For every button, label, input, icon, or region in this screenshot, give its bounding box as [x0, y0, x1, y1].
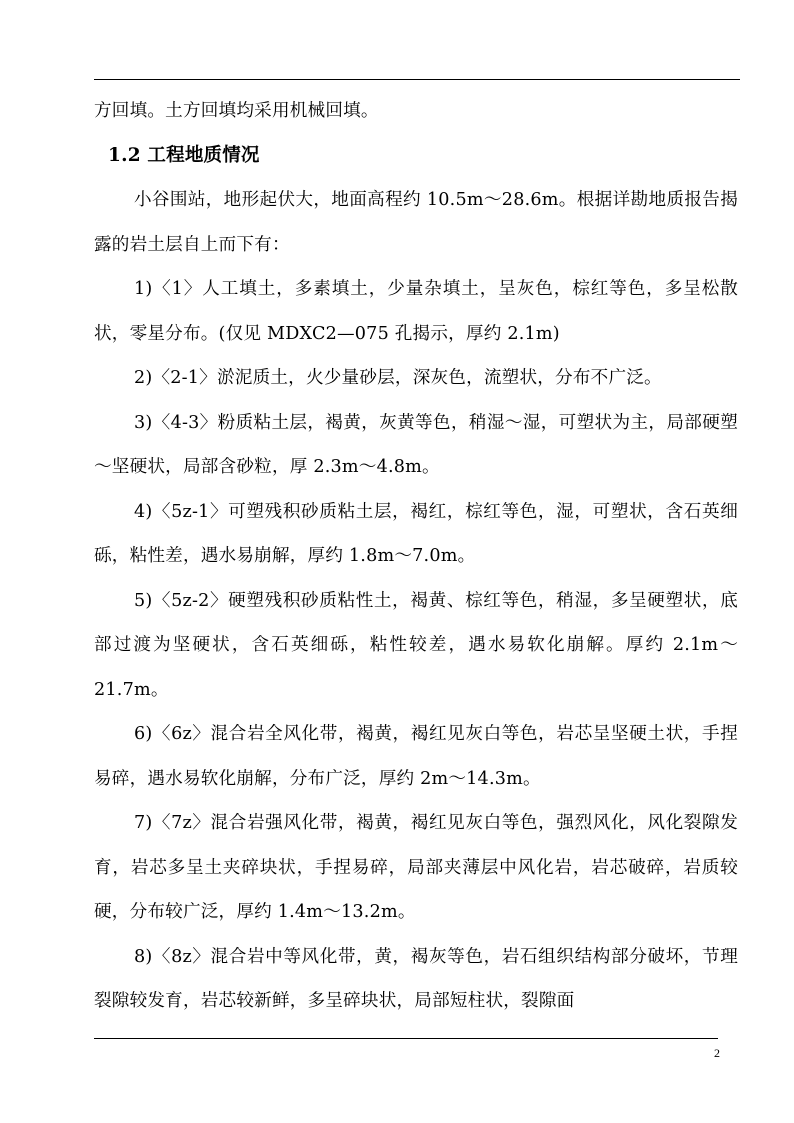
paragraph-layer-4: 4)〈5z-1〉可塑残积砂质粘土层，褐红，棕红等色，湿，可塑状，含石英细砾，粘性差，遇水易崩解，厚约 1.8m～7.0m。	[94, 501, 738, 566]
paragraph-layer-7: 7)〈7z〉混合岩强风化带，褐黄，褐红见灰白等色，强烈风化，风化裂隙发育，岩芯多呈土夹碎块状，手捏易碎，局部夹薄层中风化岩，岩芯破碎，岩质较硬，分布较广泛，厚约 1.4m～13.2m。	[94, 813, 738, 922]
paragraph-layer-1: 1)〈1〉人工填土，多素填土，少量杂填土，呈灰色，棕红等色，多呈松散状，零星分布。(仅见 MDXC2—075 孔揭示，厚约 2.1m)	[94, 279, 738, 344]
document-body	[94, 89, 738, 1024]
paragraph-intro: 小谷围站，地形起伏大，地面高程约 10.5m～28.6m。根据详勘地质报告揭露的岩土层自上而下有：	[94, 190, 738, 255]
section-heading: 1.2 工程地质情况	[108, 144, 260, 166]
paragraph-layer-5: 5)〈5z-2〉硬塑残积砂质粘性土，褐黄、棕红等色，稍湿，多呈硬塑状，底部过渡为坚硬状，含石英细砾，粘性较差，遇水易软化崩解。厚约 2.1m～21.7m。	[94, 590, 738, 700]
paragraph-layer-2: 2)〈2-1〉淤泥质土，火少量砂层，深灰色，流塑状，分布不广泛。	[134, 368, 662, 388]
paragraph-layer-3: 3)〈4-3〉粉质粘土层，褐黄，灰黄等色，稍湿～湿，可塑状为主，局部硬塑～坚硬状，局部含砂粒，厚 2.3m～4.8m。	[94, 412, 738, 477]
header-rule	[94, 79, 740, 80]
paragraph-layer-8: 8)〈8z〉混合岩中等风化带，黄，褐灰等色，岩石组织结构部分破坏，节理裂隙较发育，岩芯较新鲜，多呈碎块状，局部短柱状，裂隙面	[94, 946, 738, 1011]
paragraph-layer-6: 6)〈6z〉混合岩全风化带，褐黄，褐红见灰白等色，岩芯呈坚硬土状，手捏易碎，遇水易软化崩解，分布广泛，厚约 2m～14.3m。	[94, 724, 738, 789]
footer-rule	[94, 1038, 718, 1039]
paragraph-continuation: 方回填。土方回填均采用机械回填。	[94, 101, 379, 121]
page-number: 2	[714, 1046, 720, 1060]
